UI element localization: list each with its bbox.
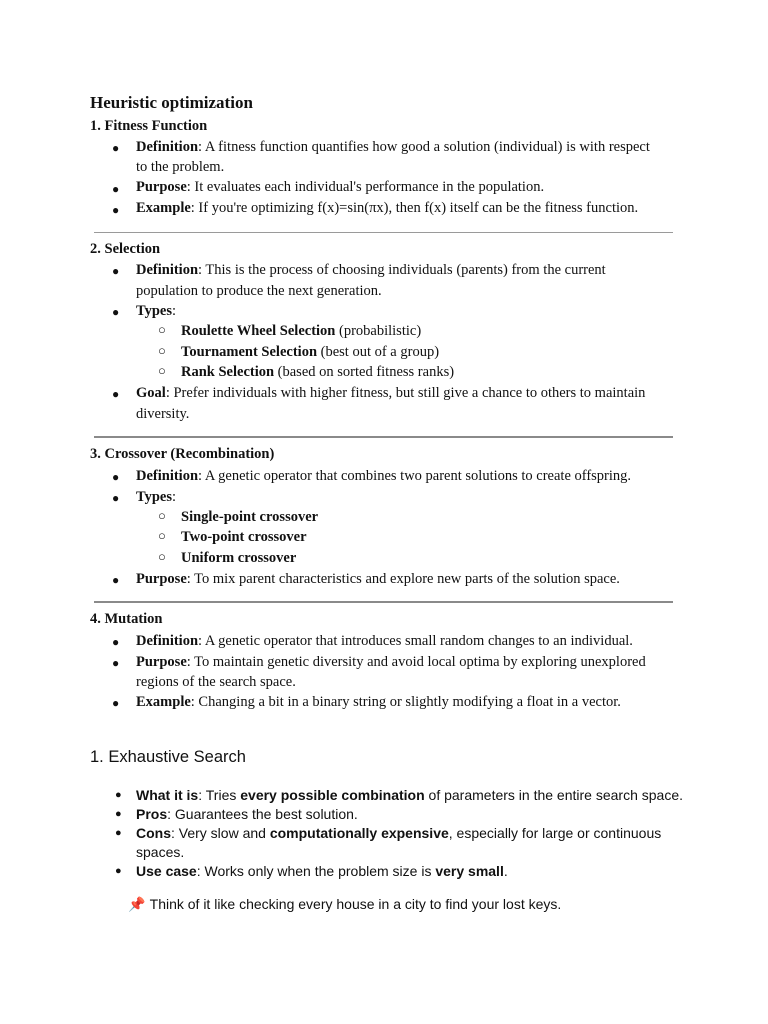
bullet-icon: ● (112, 264, 120, 278)
exhaustive-pros: Pros: Guarantees the best solution. (136, 806, 358, 822)
exhaustive-what: What it is: Tries every possible combination of parameters in the entire search space. (136, 787, 683, 803)
mutation-example: Example: Changing a bit in a binary string or slightly modifying a float in a vector. (136, 694, 621, 710)
selection-definition-cont: population to produce the next generation. (136, 283, 382, 299)
crossover-types: Types: (136, 489, 177, 505)
crossover-type-single: Single-point crossover (181, 509, 319, 525)
sub-bullet-icon: ○ (158, 528, 166, 543)
crossover-type-uniform: Uniform crossover (181, 550, 297, 566)
selection-type-tournament: Tournament Selection (best out of a group) (181, 344, 440, 360)
crossover-purpose: Purpose: To mix parent characteristics and explore new parts of the solution space. (136, 571, 620, 587)
selection-type-rank: Rank Selection (based on sorted fitness ranks) (181, 364, 455, 380)
exhaustive-note: 📌 Think of it like checking every house in a city to find your lost keys. (128, 896, 562, 912)
bullet-icon: ● (112, 141, 120, 155)
bullet-icon: ● (112, 470, 120, 484)
bullet-icon: ● (112, 635, 120, 649)
section-divider (94, 232, 673, 233)
bullet-icon: ● (115, 808, 122, 820)
selection-types: Types: (136, 303, 177, 319)
section-heading-mutation: 4. Mutation (90, 611, 163, 627)
sub-bullet-icon: ○ (158, 363, 166, 378)
fitness-example: Example: If you're optimizing f(x)=sin(πx), then f(x) itself can be the fitness function. (136, 200, 639, 216)
exhaustive-cons-cont: spaces. (136, 844, 185, 860)
page-title: Heuristic optimization (90, 93, 253, 112)
sub-bullet-icon: ○ (158, 549, 166, 564)
selection-goal: Goal: Prefer individuals with higher fitness, but still give a chance to others to maintain (136, 385, 646, 401)
bullet-icon: ● (112, 656, 120, 670)
exhaustive-use-case: Use case: Works only when the problem size is very small. (136, 863, 508, 879)
bullet-icon: ● (115, 827, 122, 839)
fitness-purpose: Purpose: It evaluates each individual's performance in the population. (136, 179, 545, 195)
sub-bullet-icon: ○ (158, 508, 166, 523)
bullet-icon: ● (112, 305, 120, 319)
bullet-icon: ● (112, 182, 120, 196)
bullet-icon: ● (115, 865, 122, 877)
fitness-definition-cont: to the problem. (136, 159, 225, 175)
fitness-definition: Definition: A fitness function quantifies how good a solution (individual) is with respect (136, 139, 650, 155)
section-heading-selection: 2. Selection (90, 241, 161, 257)
bullet-icon: ● (112, 387, 120, 401)
exhaustive-heading: 1. Exhaustive Search (90, 748, 246, 766)
section-heading-fitness: 1. Fitness Function (90, 118, 208, 134)
bullet-icon: ● (112, 573, 120, 587)
section-heading-crossover: 3. Crossover (Recombination) (90, 446, 275, 462)
mutation-definition: Definition: A genetic operator that introduces small random changes to an individual. (136, 633, 633, 649)
bullet-icon: ● (112, 696, 120, 710)
selection-type-roulette: Roulette Wheel Selection (probabilistic) (181, 323, 422, 339)
selection-goal-cont: diversity. (136, 406, 190, 422)
section-divider (94, 436, 673, 438)
sub-bullet-icon: ○ (158, 343, 166, 358)
bullet-icon: ● (112, 203, 120, 217)
section-divider (94, 601, 673, 603)
crossover-definition: Definition: A genetic operator that combines two parent solutions to create offspring. (136, 468, 632, 484)
pushpin-icon: 📌 (128, 896, 146, 912)
bullet-icon: ● (115, 789, 122, 801)
bullet-icon: ● (112, 491, 120, 505)
mutation-purpose: Purpose: To maintain genetic diversity and avoid local optima by exploring unexplored (136, 654, 646, 670)
mutation-purpose-cont: regions of the search space. (136, 674, 296, 690)
crossover-type-two: Two-point crossover (181, 529, 307, 545)
exhaustive-cons: Cons: Very slow and computationally expensive, especially for large or continuous (136, 825, 662, 841)
sub-bullet-icon: ○ (158, 322, 166, 337)
selection-definition: Definition: This is the process of choosing individuals (parents) from the current (136, 262, 606, 278)
